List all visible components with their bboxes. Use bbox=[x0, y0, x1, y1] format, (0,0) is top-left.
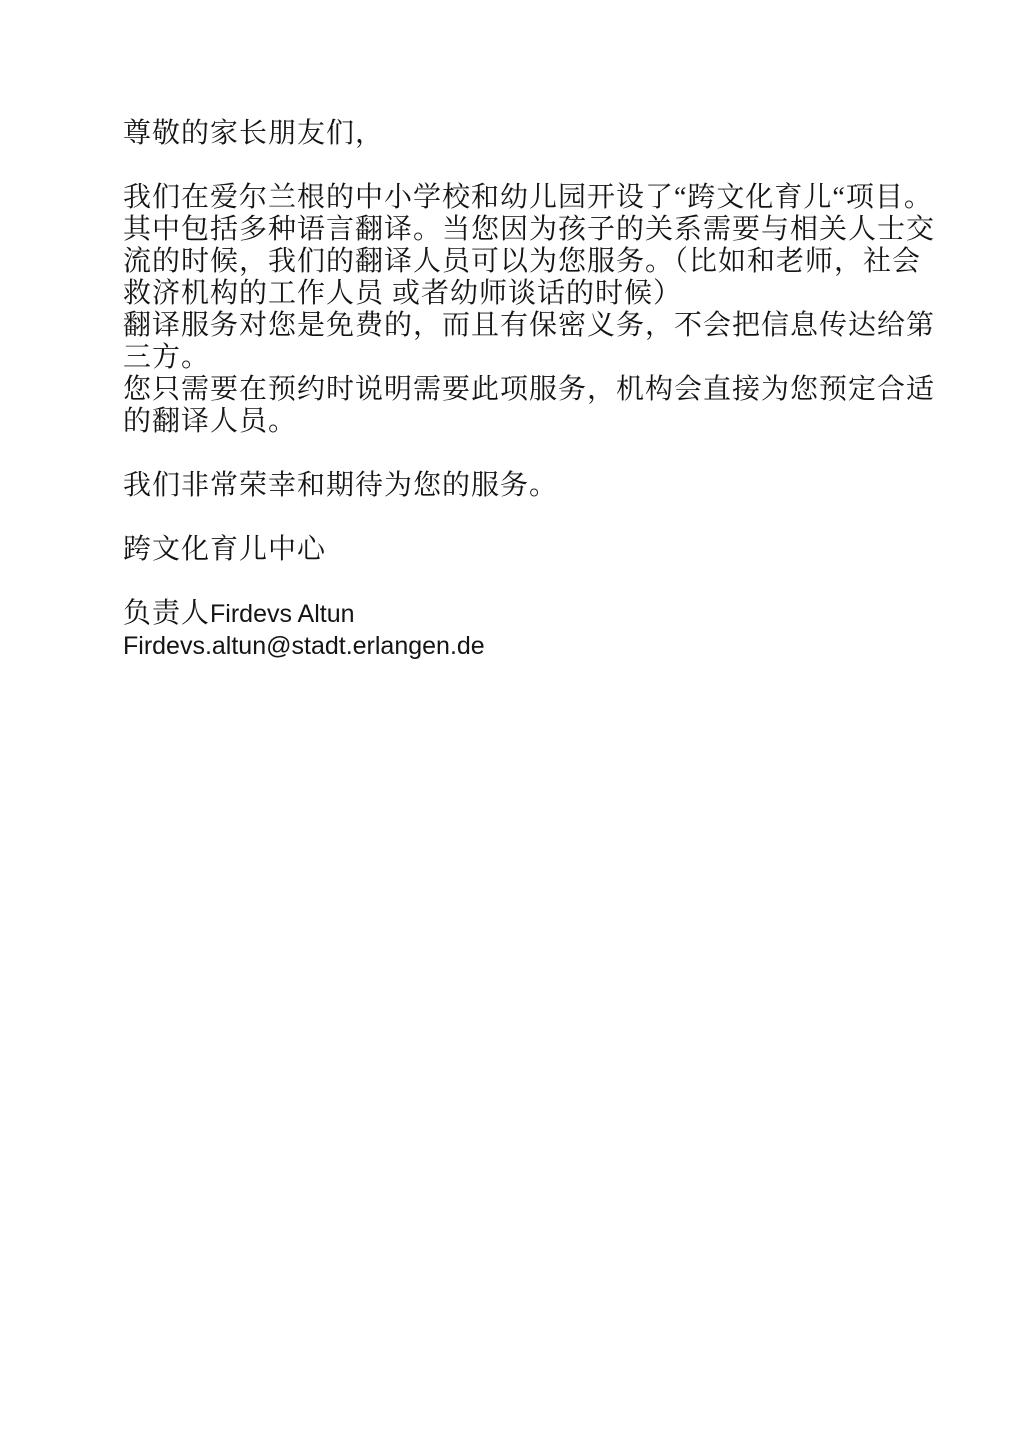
body-line: 翻译服务对您是免费的，而且有保密义务，不会把信息传达给第 bbox=[123, 310, 936, 341]
blank-line bbox=[123, 438, 913, 470]
body-line: 您只需要在预约时说明需要此项服务，机构会直接为您预定合适 bbox=[123, 374, 936, 405]
email-address: Firdevs.altun@stadt.erlangen.de bbox=[123, 632, 485, 660]
signature-role-label: 负责人 bbox=[123, 598, 211, 629]
body-line: 的翻译人员。 bbox=[123, 406, 298, 437]
organization-name: 跨文化育儿中心 bbox=[123, 534, 327, 565]
blank-line bbox=[123, 150, 913, 182]
body-line: 三方。 bbox=[123, 342, 211, 373]
blank-line bbox=[123, 566, 913, 598]
closing-line: 我们非常荣幸和期待为您的服务。 bbox=[123, 470, 559, 501]
signature-name: Firdevs Altun bbox=[210, 600, 355, 628]
signature-line bbox=[123, 598, 913, 630]
body-line: 流的时候，我们的翻译人员可以为您服务。（比如和老师，社会 bbox=[123, 246, 922, 277]
letter-content bbox=[123, 118, 936, 662]
salutation: 尊敬的家长朋友们， bbox=[123, 118, 385, 149]
body-paragraph bbox=[123, 182, 936, 438]
blank-line bbox=[123, 502, 913, 534]
body-line: 其中包括多种语言翻译。当您因为孩子的关系需要与相关人士交 bbox=[123, 214, 936, 245]
body-line: 我们在爱尔兰根的中小学校和幼儿园开设了“跨文化育儿“项目。 bbox=[123, 182, 933, 213]
body-line: 救济机构的工作人员 或者幼师谈话的时候） bbox=[123, 278, 683, 309]
